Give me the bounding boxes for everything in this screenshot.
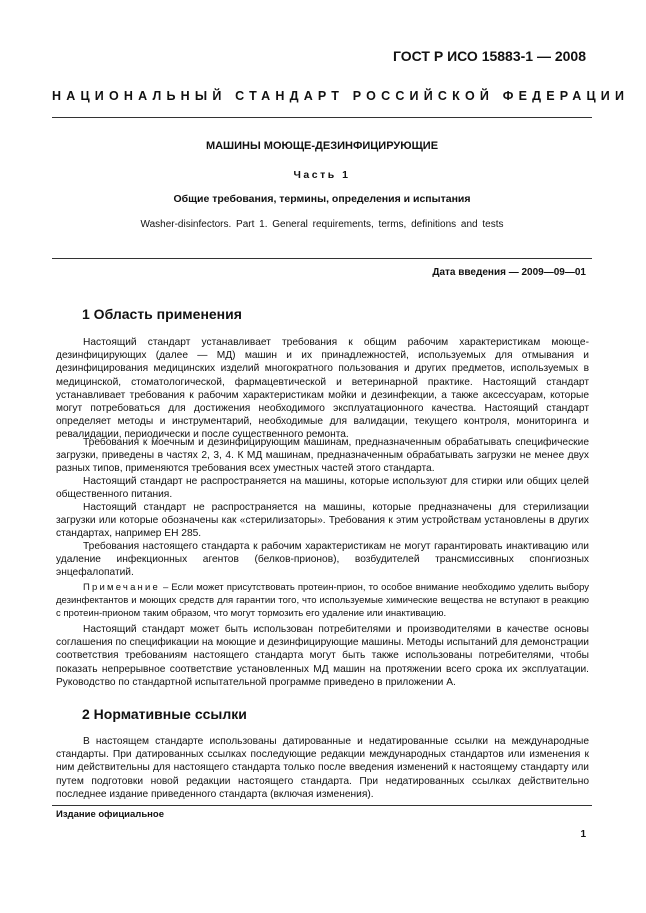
english-title: Washer-disinfectors. Part 1. General requirements, terms, definitions and tests: [140, 219, 504, 230]
section-1-paragraph-3: Настоящий стандарт не распространяется на машины, которые используют для стирки или общих целей общественного питания.: [56, 476, 589, 501]
effective-date: [432, 267, 586, 278]
part-label: Часть 1: [293, 169, 351, 181]
section-1-note: [56, 581, 589, 620]
section-1-paragraph-5: Требования настоящего стандарта к рабочим характеристикам не могут гарантировать инактивацию или удаление инфекционных агентов (белков-прионов), возбудителей трансмиссивных спонгиозных энцефалопатий.: [56, 541, 589, 579]
official-edition-label: Издание официальное: [56, 809, 164, 820]
section-2-paragraph-1: В настоящем стандарте использованы датированные и недатированные ссылки на международные стандарты. При датированных ссылках последующие редакции международных стандартов или изменения к ним действительны для настоящего стандарта только после введения изменений к настоящему стандарту или путем подготовки новой редакции настоящего стандарта. При недатированных ссылках действительно последнее издание приведенного стандарта (включая изменения).: [56, 736, 589, 800]
effective-date-label: Дата введения: [432, 267, 506, 278]
header-divider: [52, 117, 592, 118]
standard-title: МАШИНЫ МОЮЩЕ-ДЕЗИНФИЦИРУЮЩИЕ: [205, 140, 439, 152]
section-1-paragraph-4: Настоящий стандарт не распространяется на машины, которые предназначены для стерилизации загрузки или которые обозначены как «стерилизаторы». Требования к этим устройствам установлены в других стандартах, например ЕН 285.: [56, 502, 589, 540]
section-1-paragraph-6: Настоящий стандарт может быть использован потребителями и производителями в качестве основы соглашения по спецификации на моющие и дезинфицирующие машины. Методы испытаний для демонстрации соответствия требованиям настоящего стандарта могут быть также использованы потребителями, чтобы показать непрерывное соответствие установленных МД машин на протяжении всего срока их эксплуатации. Руководство по стандартной испытательной программе приведено в приложении А.: [56, 624, 589, 688]
footer-divider: [52, 805, 592, 806]
page-number: 1: [580, 829, 586, 840]
document-id: ГОСТ Р ИСО 15883-1 — 2008: [393, 48, 586, 64]
section-2-heading: 2 Нормативные ссылки: [82, 706, 247, 722]
section-1-heading: 1 Область применения: [82, 306, 242, 322]
title-divider: [52, 258, 592, 259]
note-text: – Если может присутствовать протеин-прион, то особое внимание необходимо уделить выбору дезинфектантов и моющих средств для гарантии того, что используемые химические вещества не вступают в реакцию с протеин-прионом таким образом, что могут тормозить его удаление или инактивацию.: [56, 582, 589, 619]
effective-date-value: — 2009—09—01: [508, 267, 586, 278]
note-label: Примечание: [83, 582, 160, 593]
national-standard-title: НАЦИОНАЛЬНЫЙ СТАНДАРТ РОССИЙСКОЙ ФЕДЕРАЦИИ: [52, 89, 630, 103]
standard-subtitle: Общие требования, термины, определения и испытания: [173, 193, 471, 205]
section-1-paragraph-2: Требования к моечным и дезинфицирующим машинам, предназначенным обрабатывать специфические загрузки, приведены в частях 2, 3, 4. К МД машинам, предназначенным обрабатывать загрузки не менее двух разных типов, применяются требования всех уместных частей этого стандарта.: [56, 437, 589, 475]
section-1-paragraph-1: Настоящий стандарт устанавливает требования к общим рабочим характеристикам моюще-дезинфицирующих (далее — МД) машин и их принадлежностей, используемых для отмывания и дезинфицирования медицинских изделий многократного пользования и других предметов, используемых в медицинской, стоматологической, фармацевтической и ветеринарной практике. Настоящий стандарт устанавливает требования к рабочим характеристикам мойки и дезинфекции, а также аксессуарам, которые могут потребоваться для достижения необходимого эксплуатационного качества. Настоящий стандарт определяет методы и инструментарий, необходимые для валидации, текущего контроля, мониторинга и ревалидации, периодически и после существенного ремонта.: [56, 337, 589, 441]
